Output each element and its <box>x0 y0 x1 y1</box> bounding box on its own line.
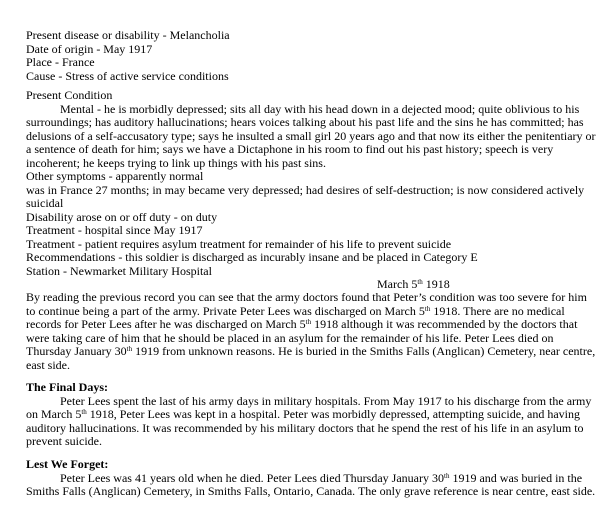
final-days-section <box>26 381 592 449</box>
text-segment: suicidal <box>26 196 64 210</box>
text-line <box>26 224 592 238</box>
summary-paragraph <box>26 290 596 372</box>
text-line <box>26 116 592 130</box>
text-segment: was in France 27 months; in may became very depressed; had desires of self-destruction; is now considered actively <box>26 182 585 197</box>
text-line <box>26 305 592 319</box>
text-segment: Present Condition <box>26 88 113 102</box>
text-segment: to continue being a part of the army. Private Peter Lees was discharged on March 5 <box>26 303 425 318</box>
text-segment: Peter Lees was 41 years old when he died. Peter Lees died Thursday January 30 <box>60 470 444 485</box>
text-segment: The Final Days: <box>26 380 109 394</box>
text-line <box>26 143 592 157</box>
text-line <box>26 128 596 144</box>
text-segment: Disability arose on or off duty - on duty <box>26 209 218 224</box>
text-line <box>26 484 596 499</box>
section-heading <box>26 458 592 472</box>
text-line <box>26 170 592 184</box>
lest-we-forget-section <box>26 457 596 499</box>
text-segment: auditory hallucinations. It was recommended by his military doctors that he spend the rest of his life in an asylum to <box>26 420 584 435</box>
text-line <box>26 43 592 57</box>
text-segment: Treatment - hospital since May 1917 <box>26 223 203 237</box>
text-line <box>26 89 592 103</box>
text-line <box>26 265 592 279</box>
text-line <box>26 435 592 449</box>
text-line <box>26 103 592 117</box>
text-segment: Place - France <box>26 55 95 69</box>
text-segment: a sentence of death for him; says we have a Dictaphone in his room to find out his past history; speech is very <box>26 142 554 156</box>
text-segment: Lest We Forget: <box>26 457 109 471</box>
text-segment: on March 5 <box>26 407 82 421</box>
text-segment: By reading the previous record you can see that the army doctors found that Peter’s condition was too severe for him <box>26 290 587 304</box>
text-segment: Recommendations - this soldier is discharged as incurably insane and be placed in Category E <box>26 250 478 264</box>
text-segment: Peter Lees spent the last of his army days in military hospitals. From May 1917 to his discharge from the army <box>60 393 592 408</box>
text-segment: 1918 although it was recommended by the doctors that <box>311 317 578 331</box>
text-segment: Mental - he is morbidly depressed; sits all day with his head down in a dejected mood; quite oblivious to his <box>60 101 580 116</box>
text-segment: Present disease or disability - Melancholia <box>26 28 230 42</box>
text-segment: Cause - Stress of active service conditions <box>26 68 229 83</box>
text-line <box>26 157 592 171</box>
text-segment: surroundings; has auditory hallucinations; hears voices talking about his past life and the sins he has committed; has <box>26 115 584 129</box>
ordinal-suffix: th <box>417 278 423 286</box>
text-line <box>26 184 592 198</box>
ordinal-suffix: th <box>424 304 431 313</box>
text-segment: Treatment - patient requires asylum treatment for remainder of his life to prevent suicide <box>26 236 452 251</box>
text-line <box>26 70 592 84</box>
text-line <box>26 408 592 422</box>
text-segment: Station - Newmarket Military Hospital <box>26 263 212 278</box>
record-header <box>26 29 592 83</box>
text-segment: Smiths Falls (Anglican) Cemetery, in Smiths Falls, Ontario, Canada. The only grave reference is near centre, east side. <box>26 484 596 498</box>
text-segment: 1919 and was buried in the <box>449 470 583 485</box>
text-segment: delusions of a self-accusatory type; says he insulted a small girl 20 years ago and that now its either the penitentiary or <box>26 128 596 143</box>
ordinal-suffix: th <box>81 408 87 416</box>
text-line <box>26 29 592 43</box>
text-segment: east side. <box>26 357 70 372</box>
section-heading <box>26 381 592 395</box>
text-line <box>26 197 592 211</box>
text-line <box>26 332 592 346</box>
present-condition <box>26 88 596 292</box>
text-line <box>26 344 596 359</box>
ordinal-suffix: th <box>305 318 312 326</box>
text-line <box>26 472 592 486</box>
text-line <box>26 359 592 373</box>
text-line <box>26 238 592 252</box>
text-segment: Date of origin - May 1917 <box>26 41 153 56</box>
text-line <box>26 318 592 332</box>
text-line <box>26 56 592 70</box>
text-line <box>26 291 592 305</box>
text-line <box>26 251 592 265</box>
text-line <box>26 395 592 409</box>
text-segment: 1919 from unknown reasons. He is buried in the Smiths Falls (Anglican) Cemetery, near centre, <box>132 344 596 358</box>
text-segment: were taking care of him that he should be placed in an asylum for the remainder of his life. Peter Lees died on <box>26 330 554 345</box>
text-line <box>26 422 592 436</box>
text-segment: 1918, Peter Lees was kept in a hospital. Peter was morbidly depressed, attempting suicide, and having <box>86 407 580 421</box>
ordinal-suffix: th <box>126 345 133 353</box>
text-segment: 1918. There are no medical <box>430 303 565 318</box>
text-segment: Thursday January 30 <box>26 344 127 358</box>
text-segment: records for Peter Lees after he was discharged on March 5 <box>26 317 306 331</box>
text-segment: March 5 <box>377 277 418 291</box>
text-segment: incoherent; he keeps trying to link up things with his past sins. <box>26 155 326 170</box>
text-segment: Other symptoms - apparently normal <box>26 169 204 183</box>
ordinal-suffix: th <box>444 471 450 480</box>
text-segment: prevent suicide. <box>26 434 102 448</box>
text-segment: 1918 <box>422 277 450 291</box>
text-line <box>26 211 592 225</box>
